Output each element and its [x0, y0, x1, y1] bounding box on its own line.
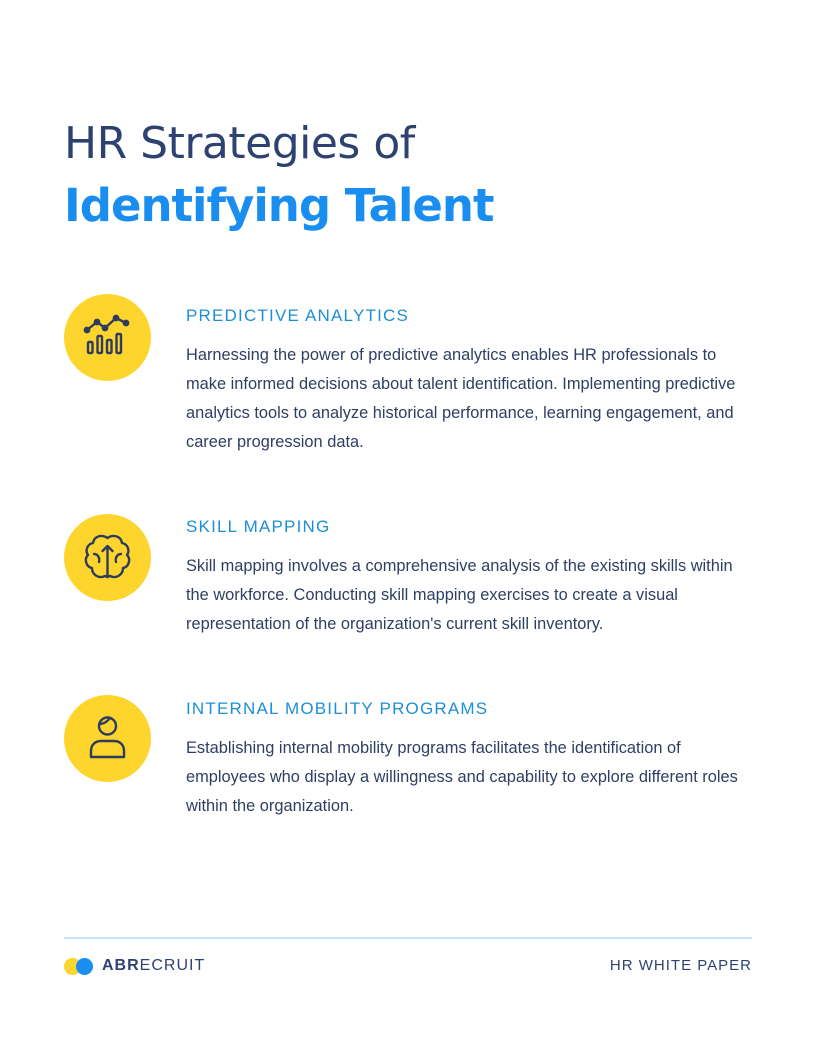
- person-icon: [64, 695, 151, 782]
- section-body: Establishing internal mobility programs facilitates the identification of employees who display a willingness and capability to explore different roles within the organization.: [186, 739, 738, 815]
- footer-divider: [64, 937, 752, 939]
- section-body: Harnessing the power of predictive analytics enables HR professionals to make informed decisions about talent identification. Implementing predictive analytics tools to analyze historical performance, learning engagement, and career progression data.: [186, 346, 736, 451]
- analytics-chart-icon: [64, 294, 151, 381]
- page-title-line2: Identifying Talent: [64, 179, 494, 232]
- footer-document-label: HR WHITE PAPER: [609, 957, 752, 974]
- section-body: Skill mapping involves a comprehensive analysis of the existing skills within the workforce. Conducting skill mapping exercises to create a visual representation of the organization's current skill inventory.: [186, 557, 733, 633]
- section-predictive-analytics: [64, 294, 754, 464]
- brain-icon: [64, 514, 151, 601]
- brand-logo: [64, 954, 205, 978]
- section-internal-mobility: [64, 695, 754, 825]
- page-title-line1: HR Strategies of: [64, 118, 415, 169]
- section-heading: INTERNAL MOBILITY PROGRAMS: [186, 699, 489, 718]
- section-skill-mapping: [64, 514, 754, 644]
- brand-name: ABRECRUIT: [102, 957, 206, 974]
- section-heading: SKILL MAPPING: [186, 517, 331, 536]
- brand-dots-icon: [64, 956, 96, 976]
- section-heading: PREDICTIVE ANALYTICS: [186, 306, 410, 325]
